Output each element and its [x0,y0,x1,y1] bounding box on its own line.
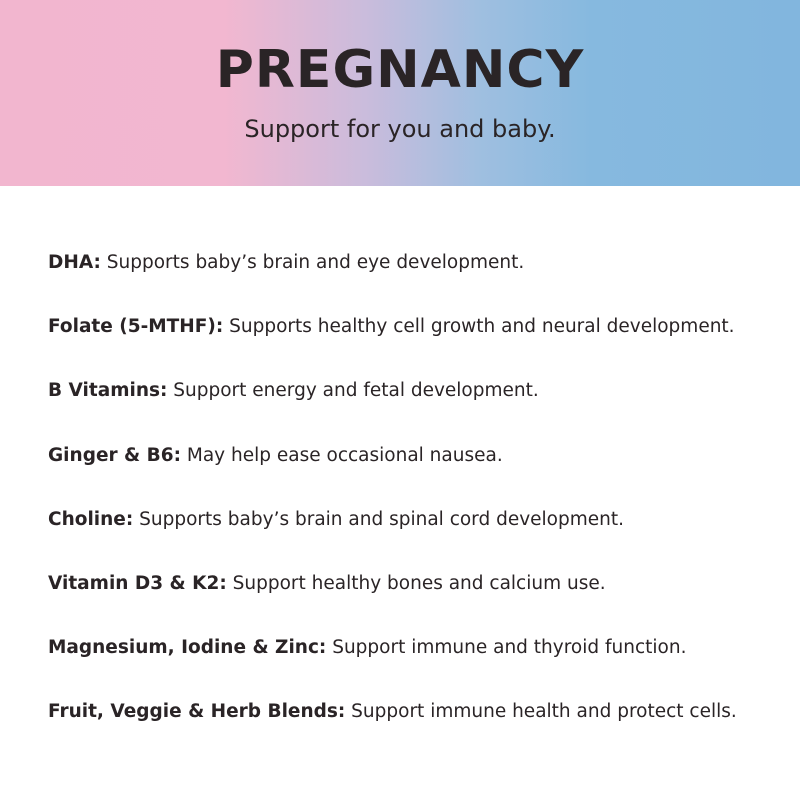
nutrient-benefit: Support immune health and protect cells. [345,701,737,723]
list-item-ginger-b6 [48,439,788,503]
list-item-choline [48,503,788,567]
nutrient-name: DHA: [48,252,101,273]
nutrient-name: Fruit, Veggie & Herb Blends: [48,701,346,723]
nutrient-name: Vitamin D3 & K2: [48,572,227,594]
list-item-vitamin-d3-k2 [48,567,788,631]
list-item-folate [48,310,788,374]
list-item-b-vitamins [48,374,788,438]
nutrient-benefit: May help ease occasional nausea. [181,444,503,466]
nutrient-benefit: Supports healthy cell growth and neural development. [223,316,735,338]
nutrient-name: Folate (5-MTHF): [48,316,224,338]
list-item-fruit-veggie-herb [48,695,788,759]
nutrient-benefit: Support energy and fetal development. [167,380,539,402]
nutrient-name: Choline: [48,508,134,530]
nutrient-benefit: Support immune and thyroid function. [326,637,687,659]
nutrient-benefit: Supports baby’s brain and eye development. [100,252,525,273]
nutrient-name: Magnesium, Iodine & Zinc: [48,637,327,659]
gradient-header-banner [0,0,800,186]
list-item-magnesium-iodine-zinc [48,631,788,695]
nutrient-benefit: Support healthy bones and calcium use. [226,572,606,594]
nutrient-benefit-list [48,246,788,760]
nutrient-name: B Vitamins: [48,380,168,402]
list-item-dha [48,246,788,310]
nutrient-benefit: Supports baby’s brain and spinal cord development. [133,508,625,530]
page-subtitle: Support for you and baby. [244,115,556,143]
nutrient-name: Ginger & B6: [48,444,181,466]
page-title: PREGNANCY [215,40,585,100]
